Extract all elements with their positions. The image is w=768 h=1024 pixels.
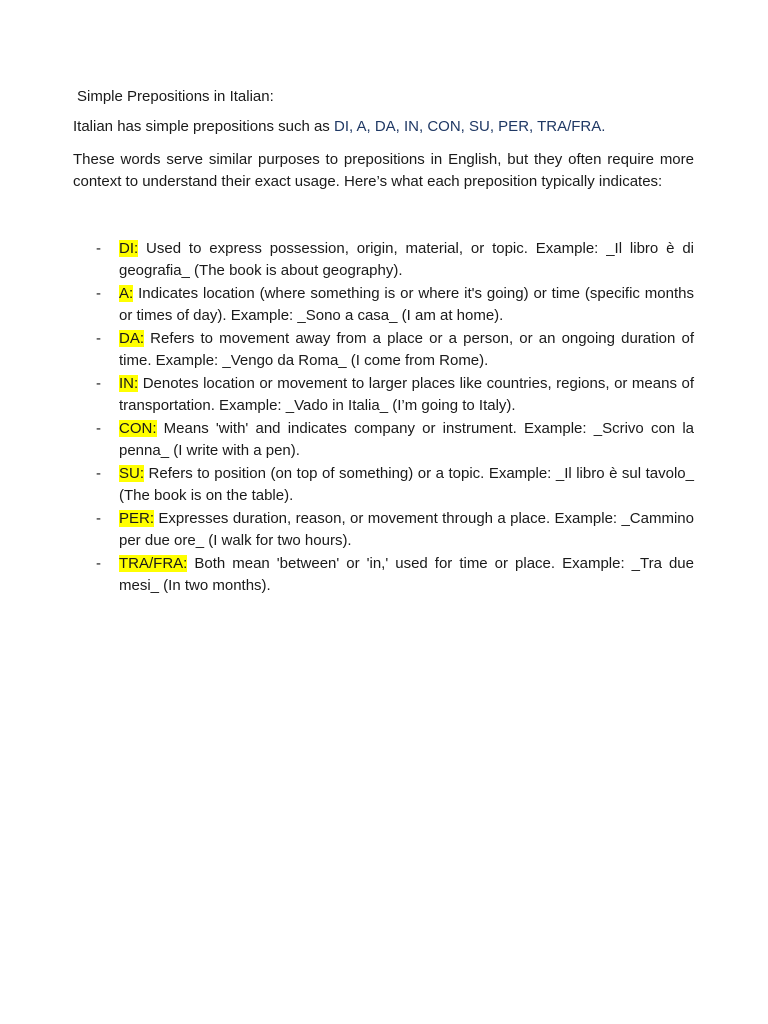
bullet-dash: - [96,284,101,302]
preposition-term: DI: [119,239,139,257]
preposition-term: A: [119,284,134,302]
list-item [73,553,694,598]
preposition-description: Refers to movement away from a place or a person, or an ongoing duration of time. Example: _Vengo da Roma_ (I come from Rome). [119,329,694,369]
bullet-dash: - [96,239,101,257]
intro-paragraph: These words serve similar purposes to prepositions in English, but they often require more context to understand their exact usage. Here’s what each preposition typically indicates: [73,150,694,190]
preposition-description: Means 'with' and indicates company or instrument. Example: _Scrivo con la penna_ (I write with a pen). [119,419,694,459]
preposition-term: PER: [119,509,155,527]
bullet-dash: - [96,374,101,392]
preposition-term: IN: [119,374,139,392]
bullet-dash: - [96,554,101,572]
preposition-term: TRA/FRA: [119,554,188,572]
list-item [73,283,694,328]
intro-preposition-list: DI, A, DA, IN, CON, SU, PER, TRA/FRA [333,118,602,135]
bullet-dash: - [96,509,101,527]
list-item [73,508,694,553]
preposition-term: CON: [119,419,157,437]
preposition-list [73,238,694,598]
preposition-description: Denotes location or movement to larger places like countries, regions, or means of transportation. Example: _Vado in Italia_ (I’m going to Italy). [119,374,694,414]
preposition-term: DA: [119,329,145,347]
preposition-description: Expresses duration, reason, or movement through a place. Example: _Cammino per due ore_ (I walk for two hours). [119,509,694,549]
intro-prefix: Italian has simple prepositions such as [73,118,334,135]
page-title: Simple Prepositions in Italian: [77,88,274,105]
bullet-dash: - [96,419,101,437]
preposition-term: SU: [119,464,145,482]
list-item [73,463,694,508]
bullet-dash: - [96,464,101,482]
list-item [73,328,694,373]
document-body [73,86,694,598]
list-item [73,238,694,283]
preposition-description: Both mean 'between' or 'in,' used for time or place. Example: _Tra due mesi_ (In two months). [119,554,694,594]
bullet-dash: - [96,329,101,347]
preposition-description: Used to express possession, origin, material, or topic. Example: _Il libro è di geografia_ (The book is about geography). [119,239,694,279]
preposition-description: Refers to position (on top of something) or a topic. Example: _Il libro è sul tavolo_ (The book is on the table). [119,464,694,504]
preposition-description: Indicates location (where something is or where it's going) or time (specific months or times of day). Example: _Sono a casa_ (I am at home). [119,284,694,324]
list-item [73,373,694,418]
intro-sentence [73,116,694,139]
list-item [73,418,694,463]
intro-suffix: . [601,118,606,135]
